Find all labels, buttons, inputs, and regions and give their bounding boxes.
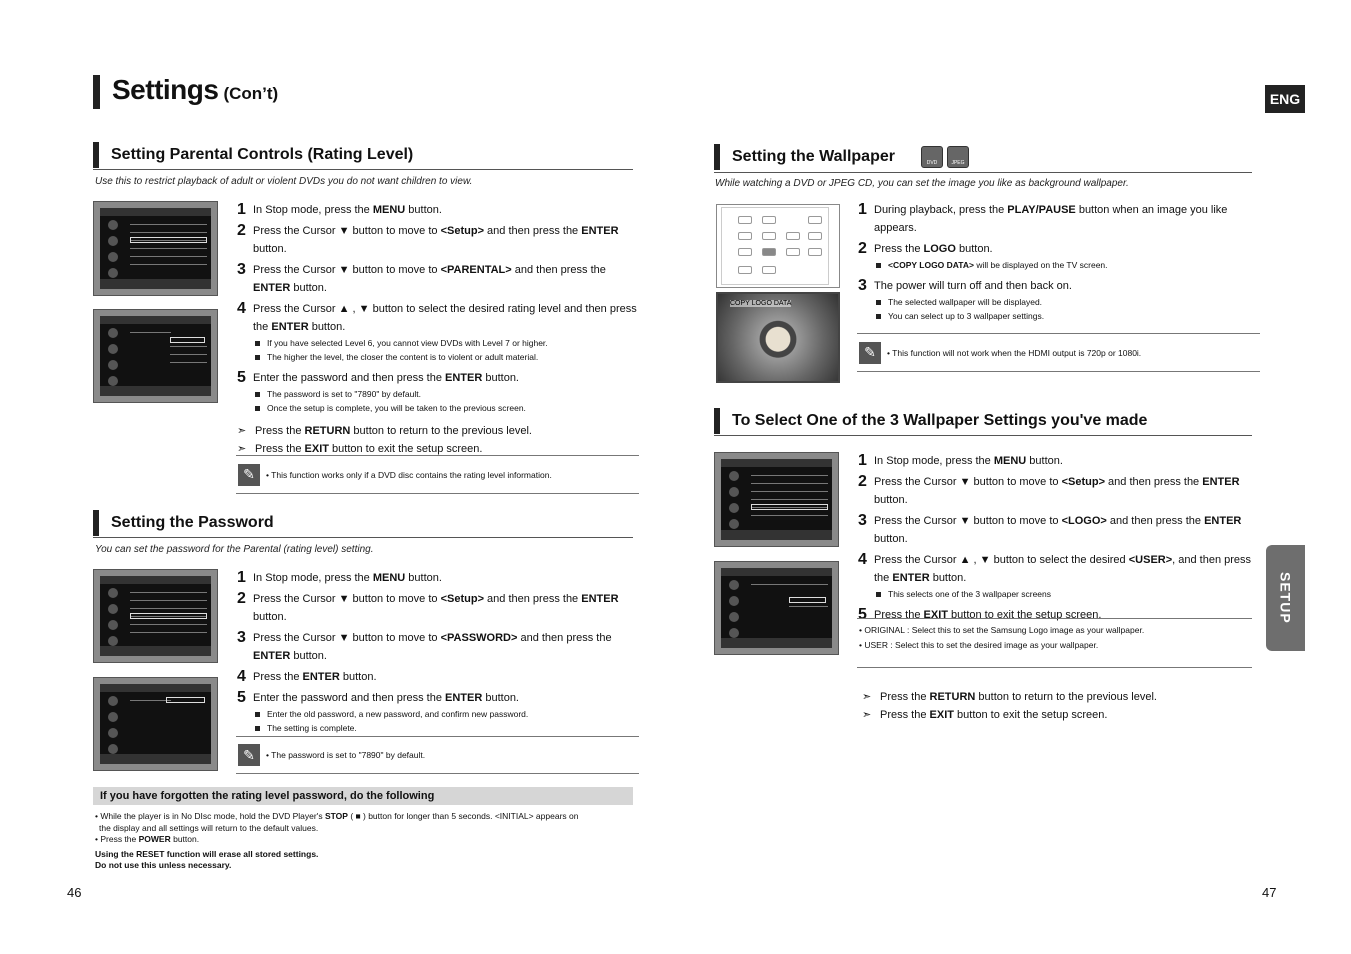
heading-bar [714, 144, 720, 170]
remote-control-illustration [716, 204, 840, 288]
step-item: 1 In Stop mode, press the MENU button. [237, 201, 442, 218]
setup-side-tab [1266, 545, 1305, 651]
page-title [93, 74, 278, 110]
option-user: • USER : Select this to set the desired image as your wallpaper. [859, 640, 1099, 650]
note-pencil-icon: ✎ [238, 464, 260, 486]
step-note: The selected wallpaper will be displayed. [874, 295, 1243, 309]
step-item: 2 Press the Cursor ▼ button to move to <Setup> and then press the ENTER button. [858, 473, 1240, 506]
jpeg-disc-icon: JPEG [947, 146, 969, 168]
wallpaper-intro: While watching a DVD or JPEG CD, you can set the image you like as background wallpaper. [715, 178, 1129, 189]
arrow-icon: ➣ [237, 443, 247, 455]
select-wallpaper-steps [858, 452, 1258, 627]
parental-note: ✎ • This function works only if a DVD disc contains the rating level information. [236, 455, 639, 494]
step-item: 1 In Stop mode, press the MENU button. [858, 452, 1063, 469]
select-wallpaper-return-exit [862, 688, 1242, 724]
arrow-icon: ➣ [237, 425, 247, 437]
parental-screen-2 [93, 309, 218, 403]
parental-screen-1 [93, 201, 218, 296]
reset-warning: Using the RESET function will erase all stored settings. [95, 848, 319, 859]
password-screen-1 [93, 569, 218, 663]
logo-button-icon [762, 248, 776, 256]
step-note: This selects one of the 3 wallpaper screens [874, 587, 1258, 601]
wallpaper-note: ✎ • This function will not work when the HDMI output is 720p or 1080i. [857, 333, 1260, 372]
page-number-left: 46 [67, 885, 82, 900]
forgot-password-instructions: • While the player is in No DIsc mode, hold the DVD Player's STOP ( ■ ) button for longer than 5 seconds. <INITIAL> appears on the display and all settings will return to the default values. • Press the POWER button. Using the RESET function will erase all stored settings. Do not use this unless necessary. [95, 811, 615, 872]
parental-heading-text: Setting Parental Controls (Rating Level) [111, 146, 414, 163]
parental-steps [237, 201, 637, 458]
step-item: 1 During playback, press the PLAY/PAUSE button when an image you like appears. [858, 201, 1228, 234]
wallpaper-photo [716, 292, 840, 383]
step-item: 4 Press the Cursor ▲ , ▼ button to select the desired rating level and then press the ENTER button. [237, 300, 637, 333]
exit-instruction: ➣ Press the EXIT button to exit the setup screen. [237, 440, 637, 458]
reset-warning: Do not use this unless necessary. [95, 860, 232, 870]
password-note: ✎ • The password is set to "7890" by default. [236, 736, 639, 774]
step-item: 4 Press the ENTER button. [237, 668, 377, 685]
heading-bar [93, 142, 99, 168]
return-instruction: ➣ Press the RETURN button to return to the previous level. [237, 422, 637, 440]
step-note: <COPY LOGO DATA> will be displayed on the TV screen. [874, 258, 1243, 272]
exit-instruction: ➣ Press the EXIT button to exit the setup screen. [862, 706, 1242, 724]
step-item: 4 Press the Cursor ▲ , ▼ button to select the desired <USER>, and then press the ENTER button. [858, 551, 1252, 584]
step-item: 3 Press the Cursor ▼ button to move to <PARENTAL> and then press the ENTER button. [237, 261, 606, 294]
step-note: If you have selected Level 6, you cannot view DVDs with Level 7 or higher. [253, 336, 637, 350]
step-item: 1 In Stop mode, press the MENU button. [237, 569, 442, 586]
note-pencil-icon: ✎ [859, 342, 881, 364]
step-note: Once the setup is complete, you will be taken to the previous screen. [253, 401, 637, 415]
setup-tab-label: SETUP [1277, 572, 1294, 624]
step-item: 5 Enter the password and then press the ENTER button. [237, 689, 519, 706]
return-instruction: ➣ Press the RETURN button to return to the previous level. [862, 688, 1242, 706]
parental-section-heading [93, 141, 633, 170]
step-note: The higher the level, the closer the content is to violent or adult material. [253, 350, 637, 364]
select-wallpaper-section-heading [714, 406, 1252, 436]
arrow-icon: ➣ [862, 709, 872, 721]
password-heading-text: Setting the Password [111, 514, 274, 531]
step-item: 5 Enter the password and then press the ENTER button. [237, 369, 519, 386]
title-suffix: (Con’t) [223, 84, 279, 103]
select-wallpaper-heading-text: To Select One of the 3 Wallpaper Settings you've made [732, 411, 1148, 429]
language-badge: ENG [1265, 85, 1305, 113]
step-item: 2 Press the Cursor ▼ button to move to <Setup> and then press the ENTER button. [237, 590, 619, 623]
wallpaper-steps [858, 201, 1243, 323]
password-screen-2 [93, 677, 218, 771]
step-item: 5 Press the EXIT button to exit the setup screen. [858, 606, 1102, 623]
step-note: Enter the old password, a new password, and confirm new password. [253, 707, 637, 721]
wallpaper-section-heading [714, 141, 1252, 173]
heading-bar [714, 408, 720, 434]
step-item: 2 Press the Cursor ▼ button to move to <Setup> and then press the ENTER button. [237, 222, 619, 255]
title-text: Settings [112, 74, 219, 105]
dvd-disc-icon: DVD [921, 146, 943, 168]
password-section-heading [93, 509, 633, 538]
wallpaper-heading-text: Setting the Wallpaper [732, 147, 895, 165]
password-intro: You can set the password for the Parental (rating level) setting. [95, 544, 374, 555]
step-item: 2 Press the LOGO button. [858, 240, 993, 257]
password-steps [237, 569, 637, 735]
wallpaper-options [857, 618, 1252, 668]
arrow-icon: ➣ [862, 691, 872, 703]
select-wallpaper-screen-2 [714, 561, 839, 655]
option-original: • ORIGINAL : Select this to set the Samsung Logo image as your wallpaper. [859, 625, 1145, 635]
select-wallpaper-screen-1 [714, 452, 839, 547]
title-bar [93, 75, 100, 109]
step-note: You can select up to 3 wallpaper settings. [874, 309, 1243, 323]
heading-bar [93, 510, 99, 536]
note-pencil-icon: ✎ [238, 744, 260, 766]
parental-intro: Use this to restrict playback of adult or violent DVDs you do not want children to view. [95, 176, 473, 187]
step-item: 3 Press the Cursor ▼ button to move to <LOGO> and then press the ENTER button. [858, 512, 1242, 545]
forgot-password-heading: If you have forgotten the rating level password, do the following [93, 787, 633, 805]
photo-caption: COPY LOGO DATA [730, 300, 792, 307]
step-note: The setting is complete. [253, 721, 637, 735]
step-note: The password is set to "7890" by default. [253, 387, 637, 401]
page-number-right: 47 [1262, 885, 1277, 900]
step-item: 3 The power will turn off and then back on. [858, 277, 1072, 294]
step-item: 3 Press the Cursor ▼ button to move to <PASSWORD> and then press the ENTER button. [237, 629, 612, 662]
